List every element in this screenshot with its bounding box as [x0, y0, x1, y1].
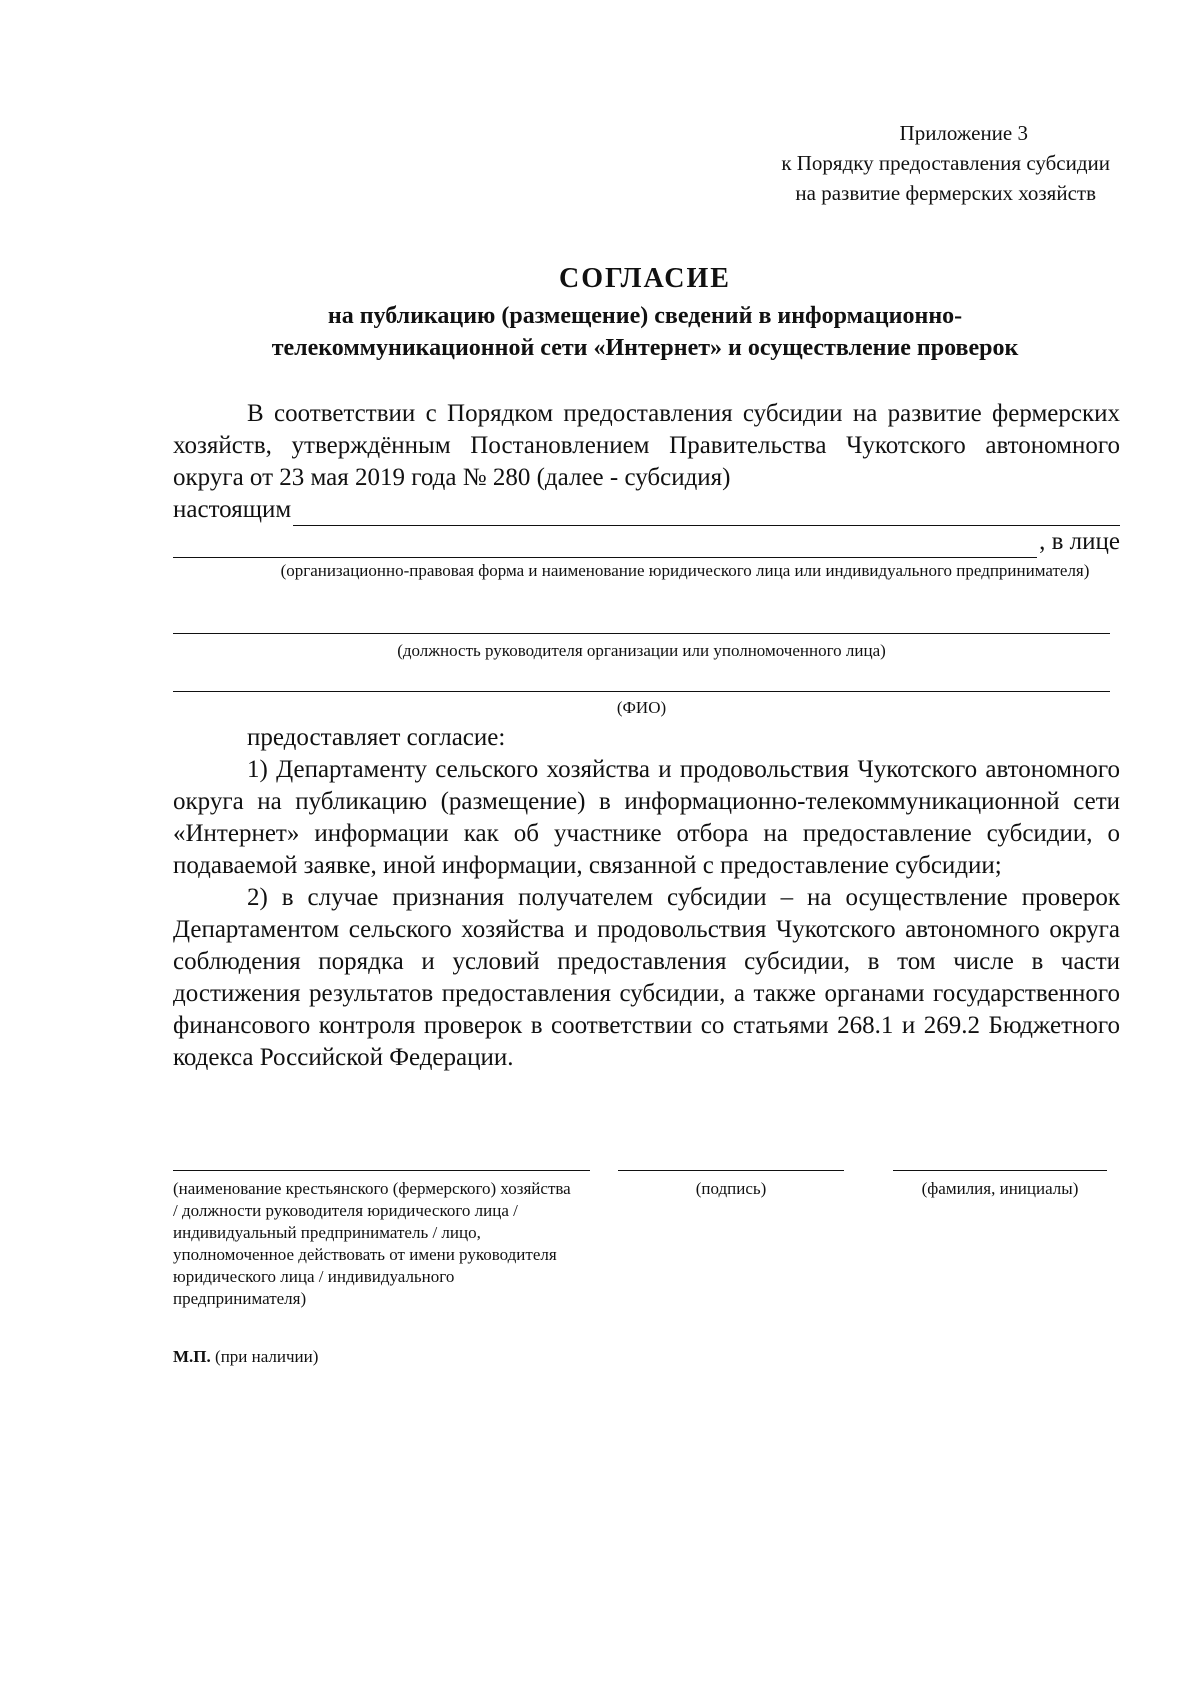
position-hint: (должность руководителя организации или уполномоченного лица) — [397, 641, 886, 660]
in-person-label: , в лице — [1039, 528, 1120, 555]
organization-name-field[interactable] — [293, 499, 1120, 526]
organization-name-field-continued[interactable] — [173, 531, 1037, 558]
consent-item-2: 2) в случае признания получателем субсидии – на осуществление проверок Департаментом сельского хозяйства и продовольствия Чукотского автономного округа соблюдения порядка и условий предоставления субсидии, в том числе в части достижения результатов предоставления субсидии, а также органами государственного финансового контроля проверок в соответствии со статьями 268.1 и 269.2 Бюджетного кодекса Российской Федерации. — [173, 884, 1120, 1071]
intro-text: В соответствии с Порядком предоставления субсидии на развитие фермерских хозяйств, утверждённым Постановлением Правительства Чукотского автономного округа от 23 мая 2019 года № 280 (далее - субсидия) — [173, 400, 1120, 491]
document-title: СОГЛАСИЕ — [559, 263, 731, 294]
consent-section — [173, 722, 1120, 1074]
appendix-number: Приложение 3 — [899, 121, 1028, 145]
appendix-reference: к Порядку предоставления субсидии — [781, 151, 1110, 175]
subtitle-line-2: телекоммуникационной сети «Интернет» и осуществление проверок — [271, 335, 1019, 361]
subtitle-line-1: на публикацию (размещение) сведений в информационно- — [327, 303, 963, 329]
applicant-name-line[interactable] — [173, 1170, 590, 1171]
position-field[interactable] — [173, 633, 1110, 634]
in-person-row — [173, 526, 1120, 558]
appendix-reference-subject: на развитие фермерских хозяйств — [795, 181, 1096, 205]
stamp-note — [173, 1346, 318, 1368]
initials-hint: (фамилия, инициалы) — [921, 1179, 1079, 1198]
present-row — [173, 494, 1120, 526]
signature-line[interactable] — [618, 1170, 844, 1171]
stamp-label: М.П. — [173, 1347, 211, 1366]
stamp-condition: (при наличии) — [210, 1347, 319, 1366]
consent-item-1: 1) Департаменту сельского хозяйства и продовольствия Чукотского автономного округа на публикацию (размещение) в информационно-телекоммуникационной сети «Интернет» информации как об участнике отбора на предоставление субсидии, о подаваемой заявке, иной информации, связанной с предоставление субсидии; — [173, 756, 1120, 879]
present-label: настоящим — [173, 496, 292, 523]
applicant-name-hint: (наименование крестьянского (фермерского) хозяйства / должности руководителя юридического лица / индивидуальный предприниматель / лицо, уполномоченное действовать от имени руководителя юридического лица / индивидуального предпринимателя) — [173, 1179, 571, 1308]
signature-hint: (подпись) — [695, 1179, 767, 1198]
fio-field[interactable] — [173, 691, 1110, 692]
organization-hint: (организационно-правовая форма и наименование юридического лица или индивидуального предпринимателя) — [280, 561, 1090, 580]
appendix-header — [550, 118, 1110, 208]
consent-lead: предоставляет согласие: — [247, 724, 506, 751]
document-subtitle — [170, 300, 1120, 364]
fio-hint: (ФИО) — [616, 698, 667, 717]
initials-line[interactable] — [893, 1170, 1107, 1171]
intro-paragraph — [173, 398, 1120, 494]
